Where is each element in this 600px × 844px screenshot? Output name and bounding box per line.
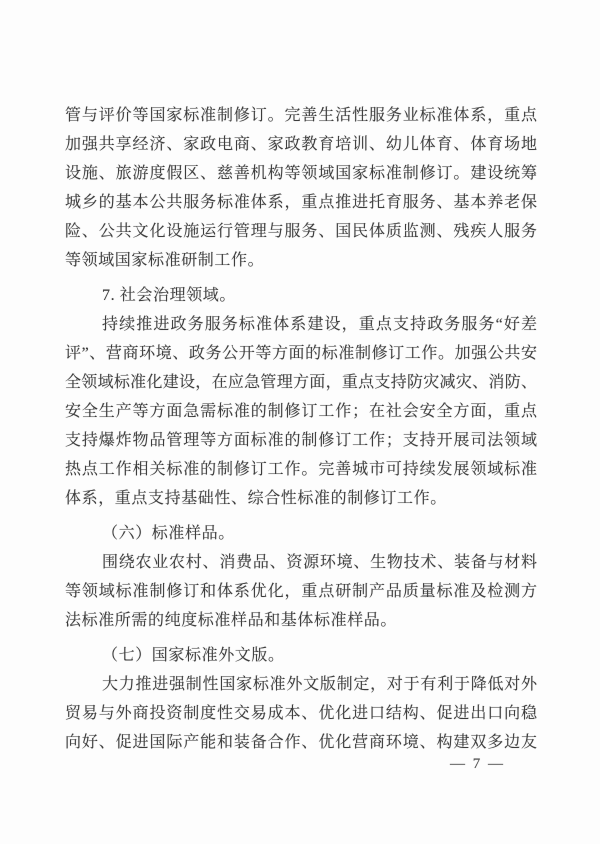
text-line: 等领域国家标准研制工作。 [65, 252, 265, 269]
text-line: 体系，重点支持基础性、综合性标准的制修订工作。 [65, 490, 447, 507]
text-line: 评”、营商环境、政务公开等方面的标准制修订工作。加强公共安 [65, 345, 537, 362]
text-line: 法标准所需的纯度标准样品和基体标准样品。 [65, 612, 398, 629]
text-line: 加强共享经济、家政电商、家政教育培训、幼儿体育、体育场地 [65, 136, 537, 153]
page-number: — 7 — [450, 756, 505, 772]
text-line: 险、公共文化设施运行管理与服务、国民体质监测、残疾人服务 [65, 223, 537, 240]
heading-section-7-foreign-language-editions: （七）国家标准外文版。 [102, 647, 285, 664]
text-line: 安全生产等方面急需标准的制修订工作；在社会安全方面，重点 [65, 403, 537, 420]
text-line: 管与评价等国家标准制修订。完善生活性服务业标准体系，重点 [65, 107, 537, 124]
text-line: 围绕农业农村、消费品、资源环境、生物技术、装备与材料 [102, 554, 537, 571]
text-line: 等领域标准制修订和体系优化，重点研制产品质量标准及检测方 [65, 583, 537, 600]
heading-section-6-standard-samples: （六）标准样品。 [102, 525, 235, 542]
text-line: 城乡的基本公共服务标准体系，重点推进托育服务、基本养老保 [65, 194, 537, 211]
text-line: 热点工作相关标准的制修订工作。完善城市可持续发展领域标准 [65, 461, 537, 478]
text-line: 向好、促进国际产能和装备合作、优化营商环境、构建双多边友 [65, 734, 537, 751]
text-line: 全领域标准化建设，在应急管理方面，重点支持防灾减灾、消防、 [65, 374, 537, 391]
heading-item-7-social-governance: 7. 社会治理领域。 [102, 287, 237, 304]
document-text-block [65, 0, 537, 757]
text-line: 持续推进政务服务标准体系建设，重点支持政务服务“好差 [102, 316, 537, 333]
text-line: 贸易与外商投资制度性交易成本、优化进口结构、促进出口向稳 [65, 705, 537, 722]
text-line: 设施、旅游度假区、慈善机构等领域国家标准制修订。建设统筹 [65, 165, 537, 182]
text-line: 大力推进强制性国家标准外文版制定，对于有利于降低对外 [102, 676, 537, 693]
text-line: 支持爆炸物品管理等方面标准的制修订工作；支持开展司法领域 [65, 432, 537, 449]
